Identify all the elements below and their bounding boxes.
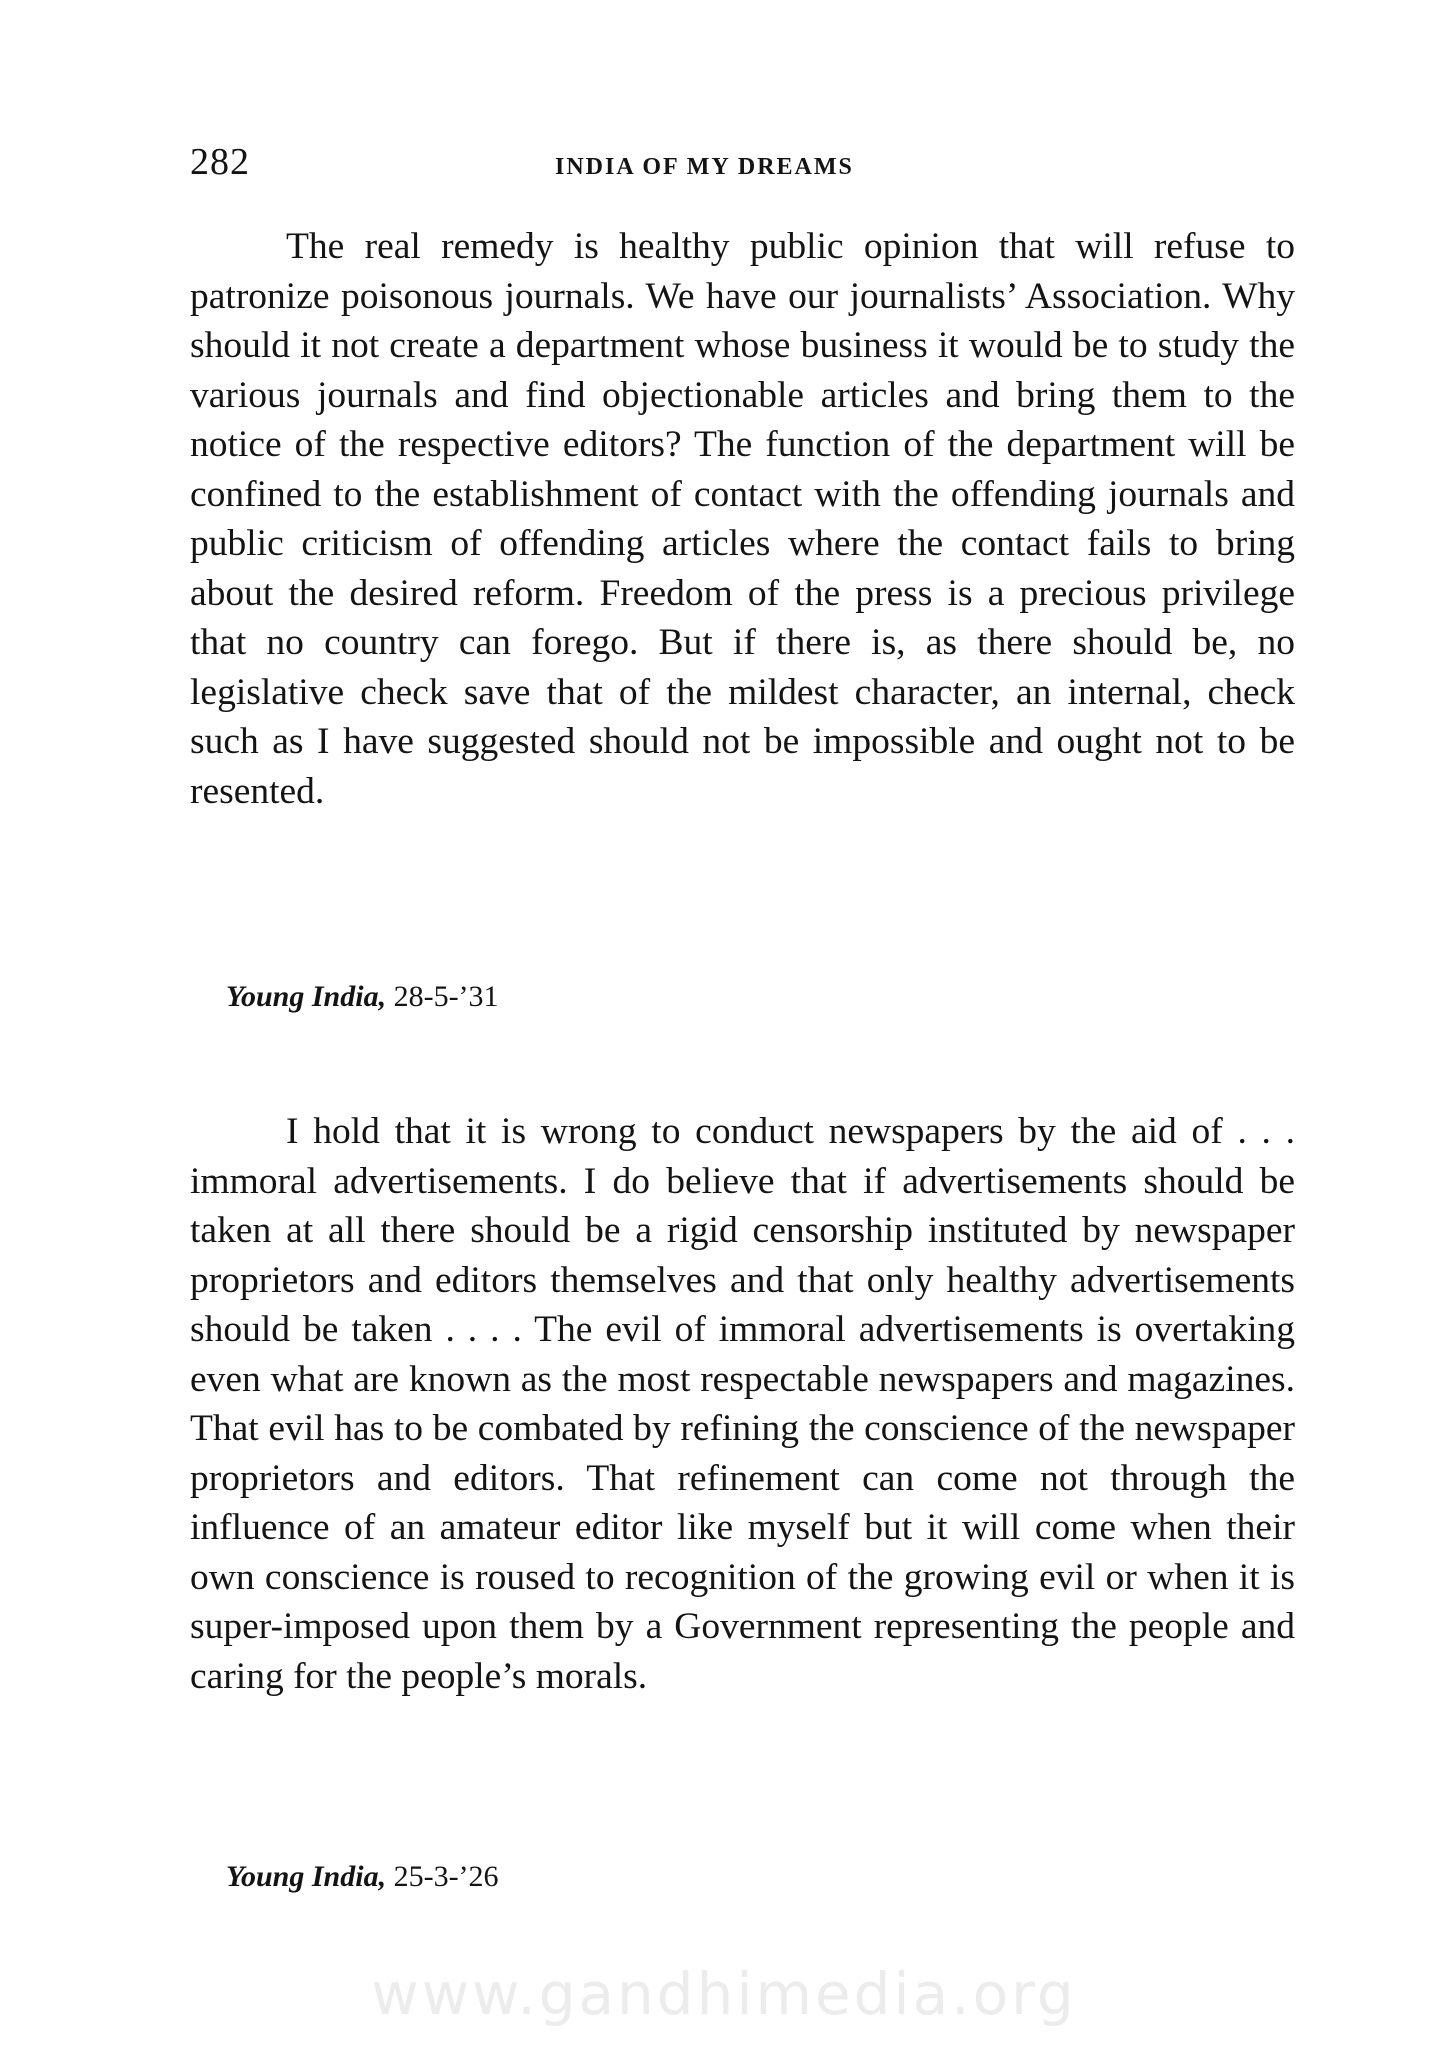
passage-paragraph: I hold that it is wrong to conduct newspapers by the aid of . . . immoral advertisements. I do believe that if advertisements should be taken at all there should be a rigid censorship instituted by newspaper proprietors and editors themselves and that only healthy advertisements should be taken . . . . The evil of immoral advertisements is overtaking even what are known as the most respectable newspapers and magazines. That evil has to be combated by refining the conscience of the newspaper proprietors and editors. That refinement can come not through the influence of an amateur editor like myself but it will come when their own conscience is roused to recognition of the growing evil or when it is super-imposed upon them by a Government representing the people and caring for the people’s morals. bbox=[190, 1111, 1295, 1697]
passage-paragraph: The real remedy is healthy public opinion that will refuse to patronize poisonous journals. We have our journalists’ Association. Why should it not create a department whose business it would be to study the various journals and find objectionable articles and bring them to the notice of the respective editors? The function of the department will be confined to the establishment of contact with the offending journals and public criticism of offending articles where the contact fails to bring about the desired reform. Freedom of the press is a precious privilege that no country can forego. But if there is, as there should be, no legislative check save that of the mildest character, an internal, check such as I have suggested should not be impossible and ought not to be resented. bbox=[190, 226, 1295, 812]
citation-source: Young India, bbox=[226, 1860, 387, 1893]
book-title: INDIA OF MY DREAMS bbox=[555, 154, 854, 180]
citation-date: 28-5-’31 bbox=[393, 980, 499, 1013]
watermark: www.gandhimedia.org bbox=[371, 1960, 1077, 2028]
page-number: 282 bbox=[190, 141, 250, 183]
citation-source: Young India, bbox=[226, 980, 387, 1013]
citation bbox=[226, 1860, 499, 1894]
citation bbox=[226, 980, 499, 1014]
running-head bbox=[190, 140, 1300, 190]
citation-date: 25-3-’26 bbox=[393, 1860, 499, 1893]
